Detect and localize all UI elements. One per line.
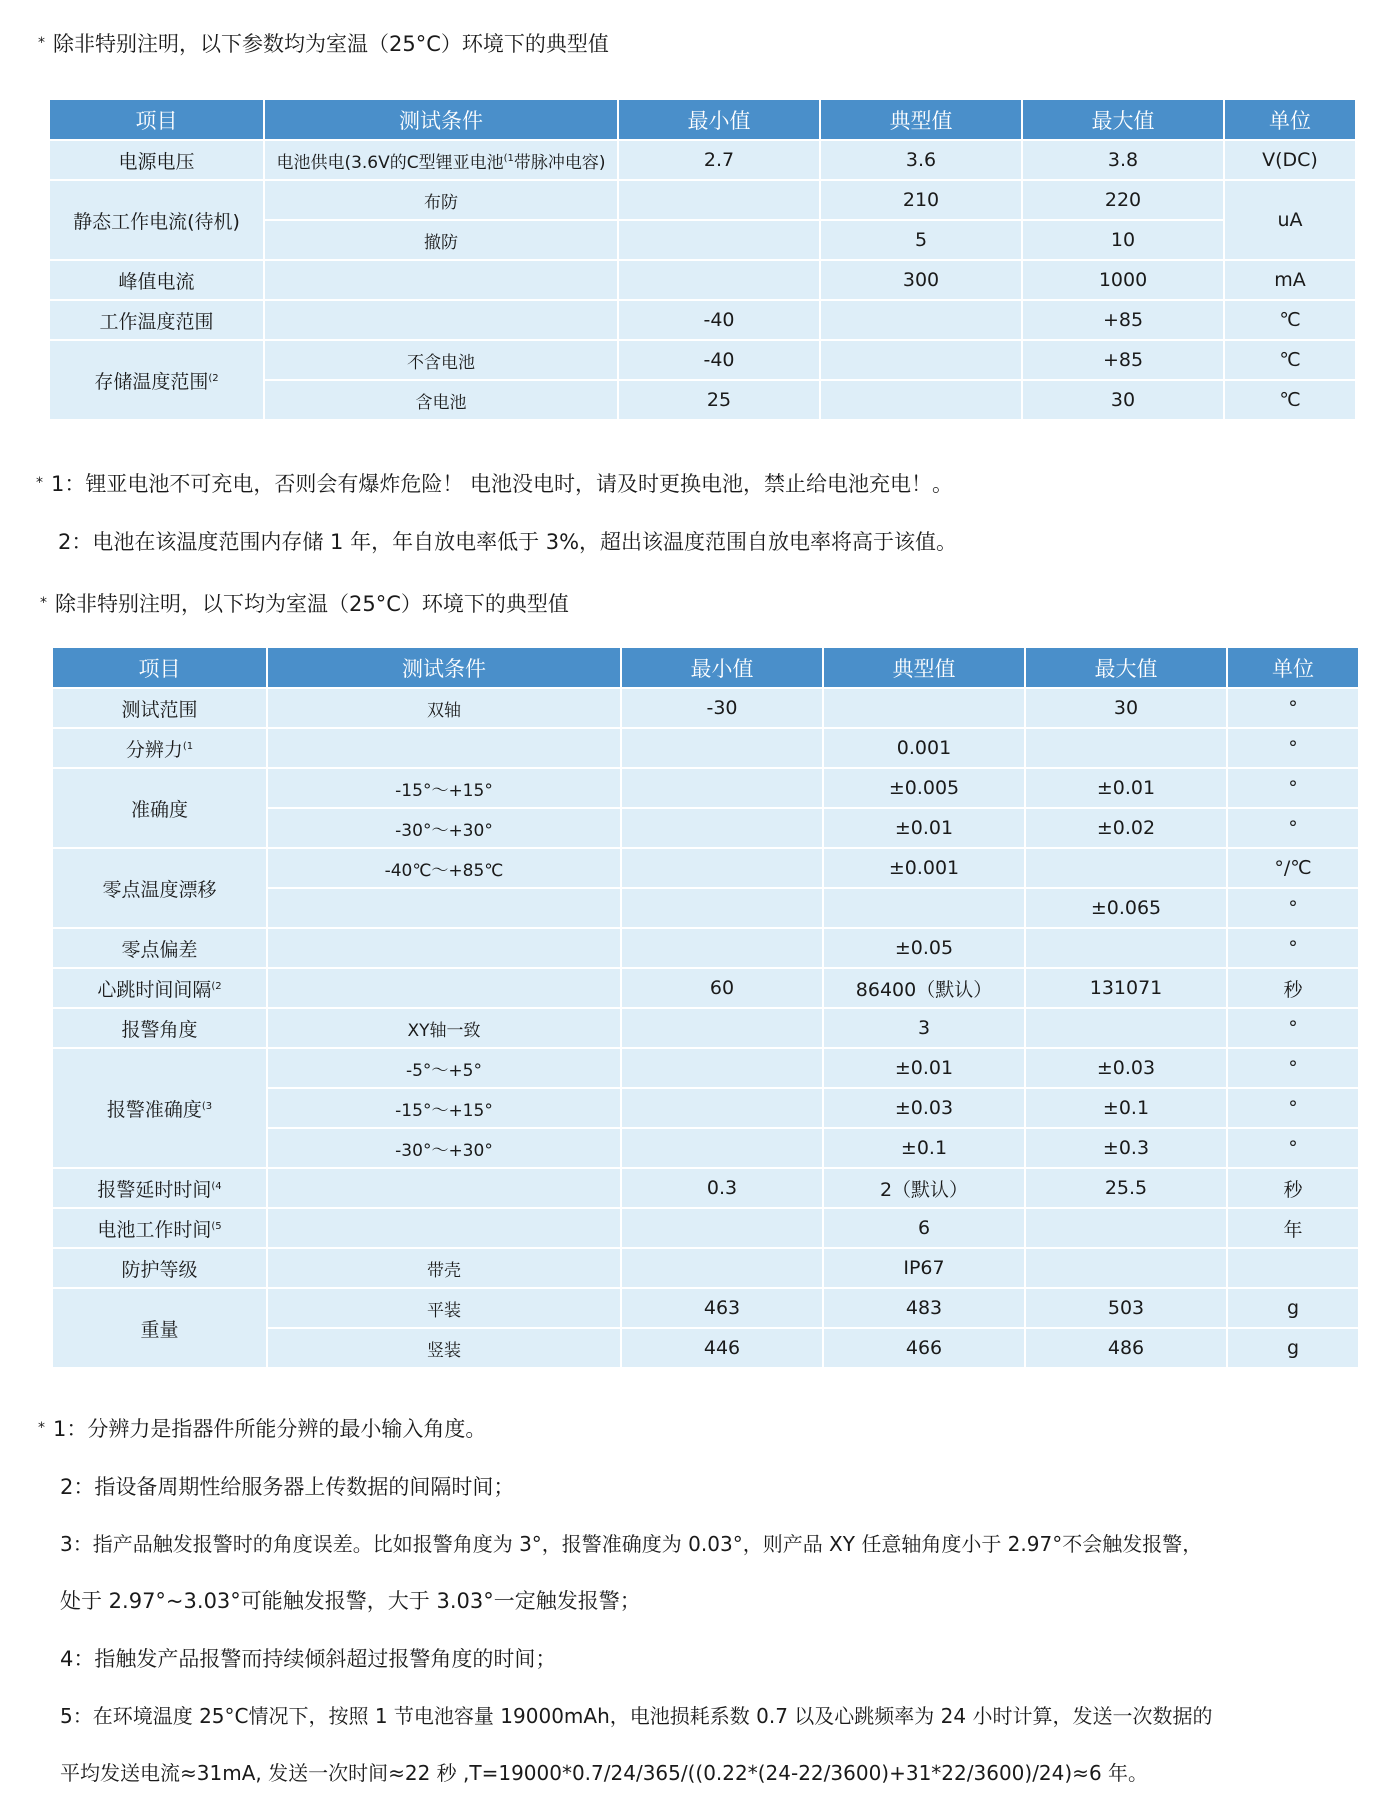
table2-note: * 除非特别注明，以下均为室温（25°C）环境下的典型值 — [40, 592, 569, 616]
note-2-5: 5：在环境温度 25°C情况下，按照 1 节电池容量 19000mAh，电池损耗系数 0.7 以及心跳频率为 24 小时计算，发送一次数据的 — [60, 1704, 1213, 1728]
spec-table-2 — [53, 648, 1360, 1369]
note-2-4: 4：指触发产品报警而持续倾斜超过报警角度的时间； — [60, 1647, 557, 1671]
header-max: 最大值 — [1025, 648, 1227, 688]
asterisk-icon: * — [38, 1420, 45, 1436]
table-row: 测试范围 双轴 -30 30 ° — [53, 688, 1359, 728]
table-row: 工作温度范围 -40 +85 ℃ — [50, 300, 1356, 340]
table-row: 电池工作时间$^{(5}$ 6 年 — [53, 1208, 1359, 1248]
header-condition: 测试条件 — [267, 648, 621, 688]
table-header-row — [50, 100, 1356, 140]
header-min: 最小值 — [618, 100, 820, 140]
asterisk-icon: * — [40, 595, 47, 611]
note-1-1: * 1：锂亚电池不可充电，否则会有爆炸危险！ 电池没电时，请及时更换电池，禁止给电池充电！。 — [36, 472, 954, 496]
asterisk-icon: * — [38, 35, 45, 51]
table-row: 含电池 25 30 ℃ — [50, 380, 1356, 420]
header-item: 项目 — [53, 648, 267, 688]
condition-cell: 电池供电(3.6V的C型锂亚电池$^{(1}$带脉冲电容) — [264, 140, 618, 180]
header-max: 最大值 — [1022, 100, 1224, 140]
table-row: 报警角度 XY轴一致 3 ° — [53, 1008, 1359, 1048]
table-row: 重量 平装 463 483 503 g — [53, 1288, 1359, 1328]
table-row: 静态工作电流(待机) 布防 210 220 uA — [50, 180, 1356, 220]
table-row: 防护等级 带壳 IP67 — [53, 1248, 1359, 1288]
table-row: 存储温度范围$^{(2}$ 不含电池 -40 +85 ℃ — [50, 340, 1356, 380]
table-row: 分辨力$^{(1}$ 0.001 ° — [53, 728, 1359, 768]
table-row: 峰值电流 300 1000 mA — [50, 260, 1356, 300]
note-1-2: 2：电池在该温度范围内存储 1 年，年自放电率低于 3%，超出该温度范围自放电率将高于该值。 — [58, 530, 958, 554]
note-2-3: 3：指产品触发报警时的角度误差。比如报警角度为 3°，报警准确度为 0.03°，则产品 XY 任意轴角度小于 2.97°不会触发报警， — [60, 1532, 1203, 1556]
note-2-5-cont: 平均发送电流≈31mA, 发送一次时间≈22 秒 ,T=19000*0.7/24/365/((0.22*(24-22/3600)+31*22/3600)/24)≈6 年。 — [60, 1761, 1149, 1785]
header-unit: 单位 — [1227, 648, 1359, 688]
table-row: 电源电压 电池供电(3.6V的C型锂亚电池$^{(1}$带脉冲电容) 2.7 3.6 3.8 V(DC) — [50, 140, 1356, 180]
table-row: 竖装 446 466 486 g — [53, 1328, 1359, 1368]
asterisk-icon: * — [36, 475, 43, 491]
table-row: -15°～+15° ±0.03 ±0.1 ° — [53, 1088, 1359, 1128]
spec-table-1 — [50, 100, 1357, 421]
table-row: 零点温度漂移 -40℃～+85℃ ±0.001 °/℃ — [53, 848, 1359, 888]
header-item: 项目 — [50, 100, 264, 140]
header-unit: 单位 — [1224, 100, 1356, 140]
table-row: 心跳时间间隔$^{(2}$ 60 86400（默认） 131071 秒 — [53, 968, 1359, 1008]
table1-note: * 除非特别注明，以下参数均为室温（25°C）环境下的典型值 — [38, 32, 609, 56]
note-2-1: * 1：分辨力是指器件所能分辨的最小输入角度。 — [38, 1417, 487, 1441]
table-row: 报警准确度$^{(3}$ -5°～+5° ±0.01 ±0.03 ° — [53, 1048, 1359, 1088]
table-row: 撤防 5 10 — [50, 220, 1356, 260]
table-row: ±0.065 ° — [53, 888, 1359, 928]
table-row: 准确度 -15°～+15° ±0.005 ±0.01 ° — [53, 768, 1359, 808]
header-typ: 典型值 — [823, 648, 1025, 688]
table-row: 报警延时时间$^{(4}$ 0.3 2（默认） 25.5 秒 — [53, 1168, 1359, 1208]
header-min: 最小值 — [621, 648, 823, 688]
header-condition: 测试条件 — [264, 100, 618, 140]
note-2-3-cont: 处于 2.97°~3.03°可能触发报警，大于 3.03°一定触发报警； — [60, 1589, 641, 1613]
header-typ: 典型值 — [820, 100, 1022, 140]
table-row: -30°～+30° ±0.1 ±0.3 ° — [53, 1128, 1359, 1168]
table-row: 零点偏差 ±0.05 ° — [53, 928, 1359, 968]
note-2-2: 2：指设备周期性给服务器上传数据的间隔时间； — [60, 1475, 515, 1499]
table-header-row — [53, 648, 1359, 688]
table-row: -30°～+30° ±0.01 ±0.02 ° — [53, 808, 1359, 848]
